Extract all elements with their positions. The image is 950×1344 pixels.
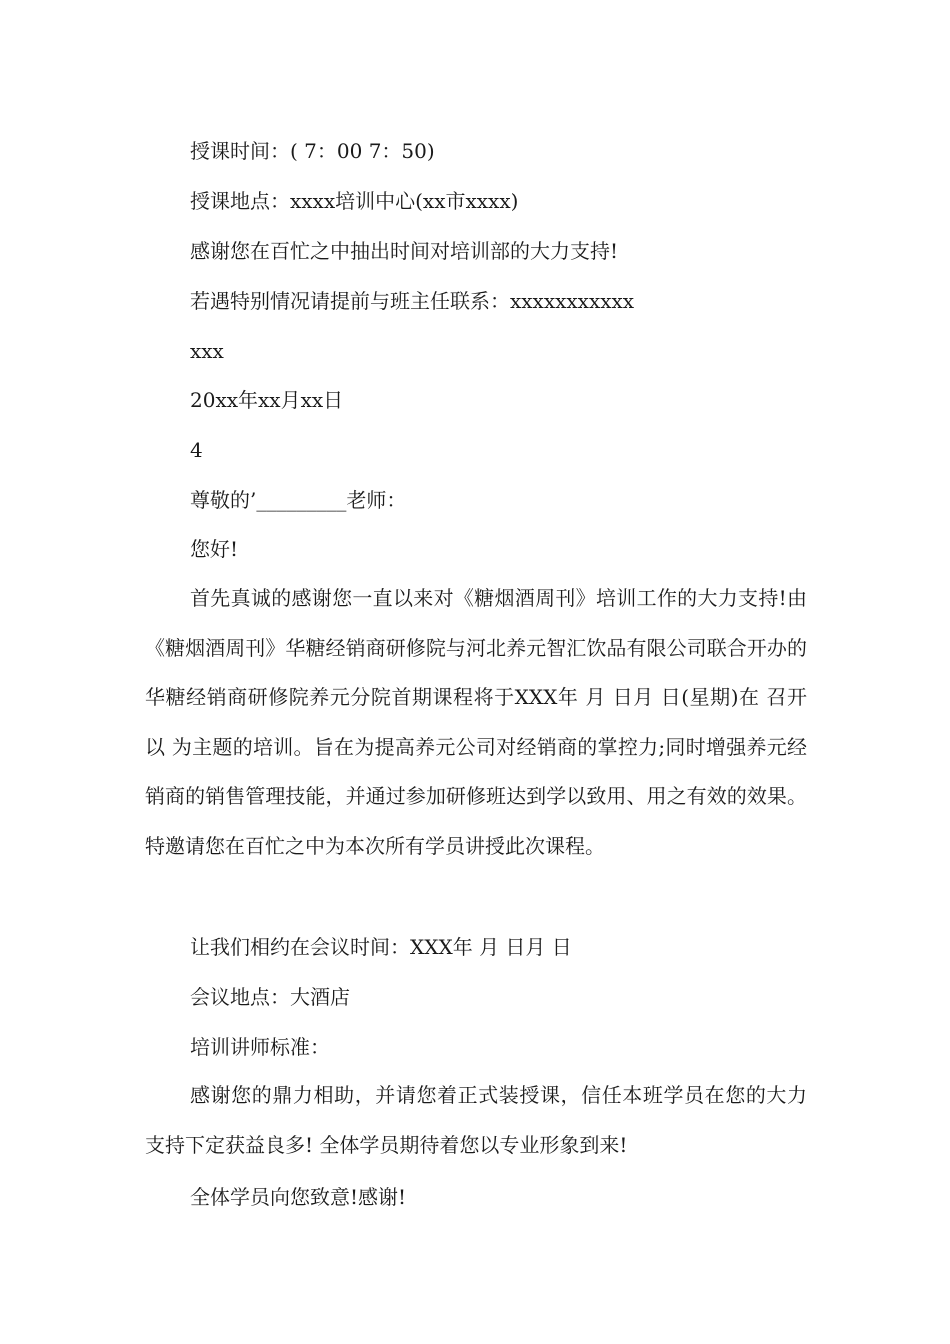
thanks-line: 感谢您在百忙之中抽出时间对培训部的大力支持! (190, 239, 619, 263)
section-number: 4 (190, 438, 203, 462)
contact-line: 若遇特别情况请提前与班主任联系：xxxxxxxxxxx (190, 289, 635, 313)
class-time-line: 授课时间：( 7：00 7：50) (190, 139, 435, 163)
intro-paragraph: 首先真诚的感谢您一直以来对《糖烟酒周刊》培训工作的大力支持!由《糖烟酒周刊》华糖经销商研修院与河北养元智汇饮品有限公司联合开办的华糖经销商研修院养元分院首期课程将于XXX年 月 日月 日(星期)在 召开以 为主题的培训。旨在为提高养元公司对经销商的掌控力;同时增强养元经销商的销售管理技能，并通过参加研修班达到学以致用、用之有效的效果。特邀请您在百忙之中为本次所有学员讲授此次课程。 (145, 586, 807, 858)
signature-line: xxx (190, 339, 224, 363)
meeting-place-line: 会议地点：大酒店 (190, 985, 350, 1009)
meeting-time-line: 让我们相约在会议时间：XXX年 月 日月 日 (190, 935, 572, 959)
trainer-standard-line: 培训讲师标准： (190, 1035, 330, 1059)
closing-line: 全体学员向您致意!感谢! (190, 1185, 407, 1209)
greeting-line: 您好! (190, 537, 239, 561)
request-paragraph: 感谢您的鼎力相助，并请您着正式装授课，信任本班学员在您的大力支持下定获益良多! 全体学员期待着您以专业形象到来! (145, 1083, 807, 1157)
salutation-line: 尊敬的’_________老师： (190, 488, 407, 512)
class-location-line: 授课地点：xxxx培训中心(xx市xxxx) (190, 189, 519, 213)
date-line: 20xx年xx月xx日 (190, 388, 344, 412)
